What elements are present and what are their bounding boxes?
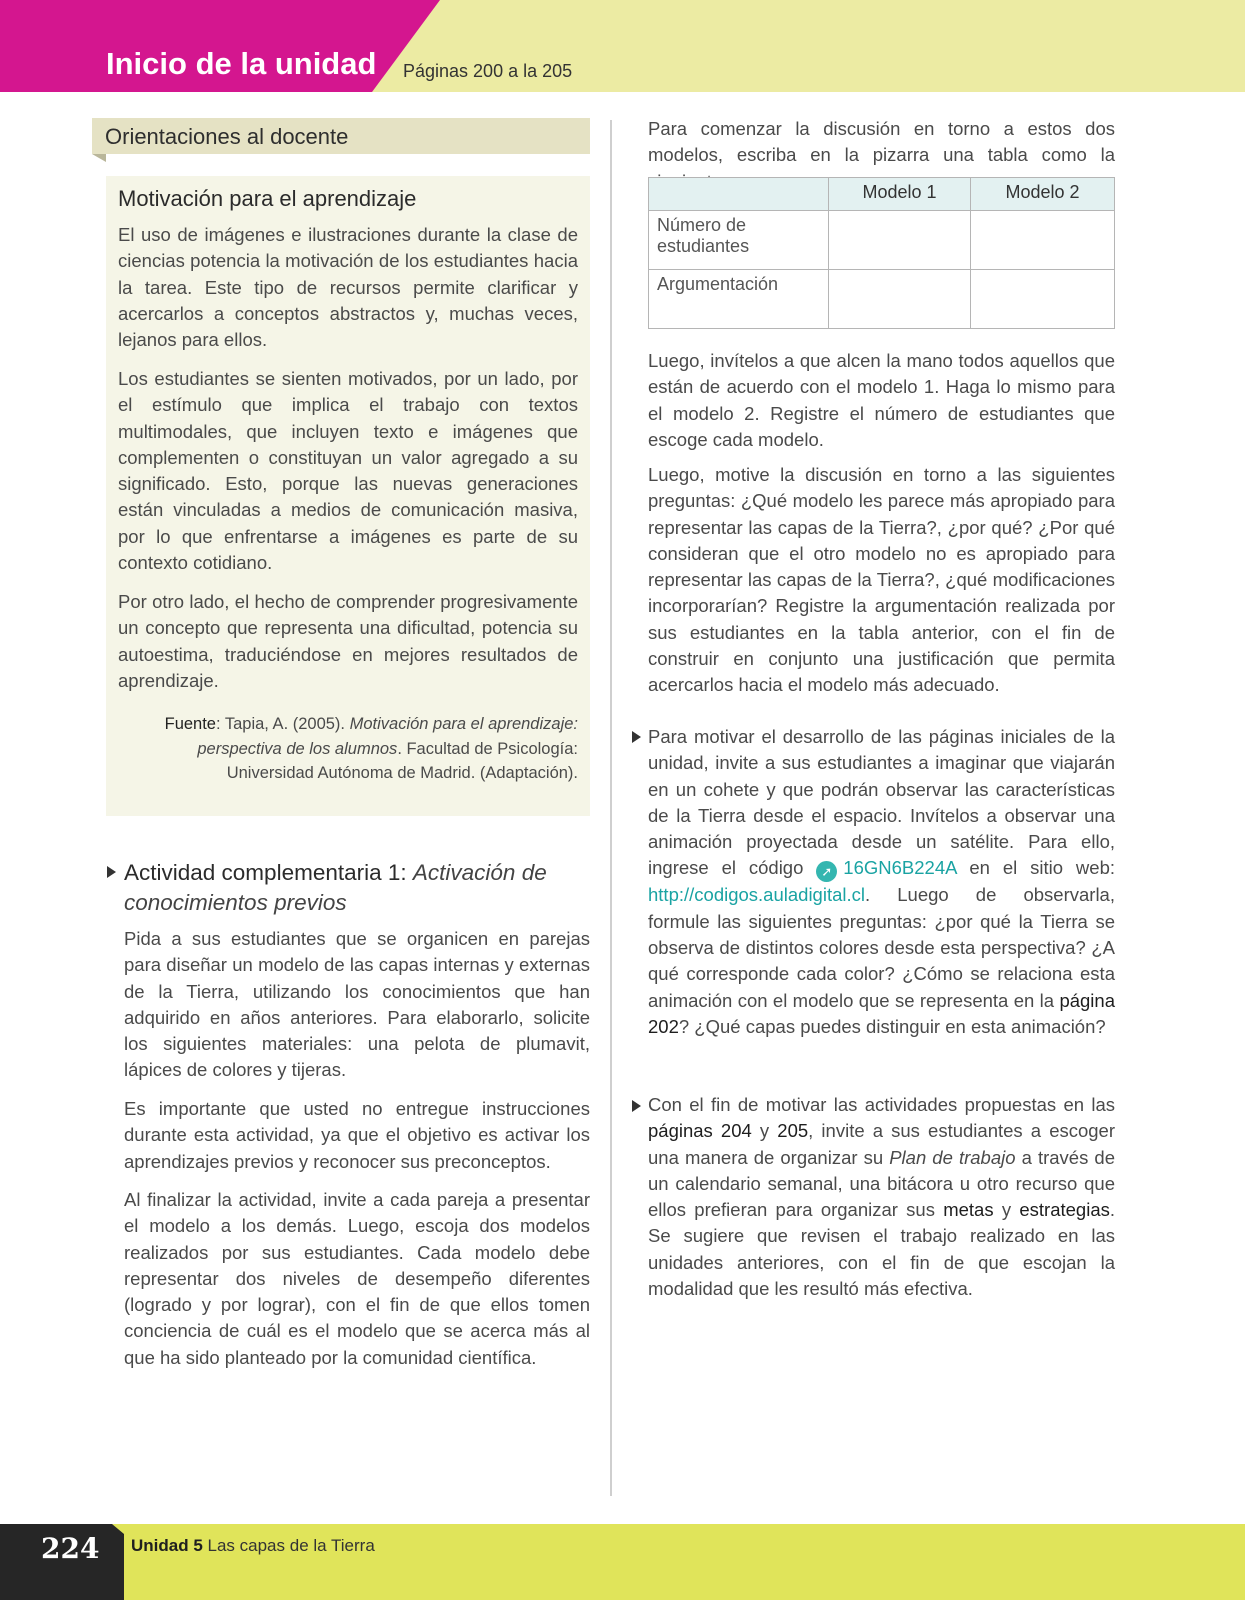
activity-title-subtitle: Activación de conocimientos previos xyxy=(124,860,547,915)
metas-term: metas xyxy=(943,1199,994,1221)
right-paragraph-2: Luego, motive la discusión en torno a las siguientes preguntas: ¿Qué modelo les parece más apropiado para representar las capas de la Tierra?, ¿por qué? ¿Por qué consideran que el otro modelo no es apropiado para representar las capas de la Tierra?, ¿qué modificaciones incorporarían? Registre la argumentación realizada por sus estudiantes en la tabla anterior, con el fin de construir en conjunto una justificación que permita acercarlos hacia el modelo más adecuado. xyxy=(648,464,1115,696)
unit-number: Unidad 5 xyxy=(131,1536,203,1555)
activity-title xyxy=(124,858,594,918)
rocket-icon: ➚ xyxy=(816,861,837,882)
plan-de-trabajo: Plan de trabajo xyxy=(889,1146,1016,1168)
bullet-paragraph-2 xyxy=(648,1092,1115,1302)
table-row-label-argumentacion: Argumentación xyxy=(649,270,829,329)
table-cell xyxy=(971,211,1115,270)
right-paragraph-1: Luego, invítelos a que alcen la mano todos aquellos que están de acuerdo con el modelo 1. Haga lo mismo para el modelo 2. Registre el número de estudiantes que escoge cada modelo. xyxy=(648,350,1115,450)
table-row xyxy=(649,211,1115,270)
activity-paragraph-3: Al finalizar la actividad, invite a cada pareja a presentar el modelo a los demás. Luego, escoja dos modelos realizados por sus estudiantes. Cada modelo debe representar dos niveles de desempeño diferentes (logrado y por lograr), con el fin de que ellos tomen conciencia de cuál es el modelo que se acerca más al que ha sido planteado por la comunidad científica. xyxy=(124,1189,590,1368)
table-cell xyxy=(829,270,971,329)
table-header-row xyxy=(649,178,1115,211)
estrategias-term: estrategias xyxy=(1019,1199,1110,1221)
bullet-1-text-b: en el sitio web: xyxy=(956,857,1116,879)
activity-paragraph-1: Pida a sus estudiantes que se organicen en parejas para diseñar un modelo de las capas internas y externas de la Tierra, utilizando los conocimientos que han adquirido en años anteriores. Para elaborarlo, solicite los siguientes materiales: una pelota de plumavit, lápices de colores y tijeras. xyxy=(124,928,590,1081)
table-cell xyxy=(829,211,971,270)
page-reference: página 202 xyxy=(648,989,1115,1037)
unit-name: Las capas de la Tierra xyxy=(202,1536,375,1555)
column-divider xyxy=(610,120,612,1496)
page-range: Páginas 200 a la 205 xyxy=(403,61,573,81)
bullet-paragraph-1 xyxy=(648,724,1115,1040)
pages-reference-1: páginas 204 xyxy=(648,1120,752,1142)
motivation-paragraph-2: Los estudiantes se sienten motivados, por un lado, por el estímulo que implica el trabajo con textos multimodales, que incluyen texto e imágenes que complementen o constituyan un valor agregado a su significado. Esto, porque las nuevas generaciones están vinculadas a medios de comunicación masiva, por lo que enfrentarse a imágenes es parte de su contexto cotidiano. xyxy=(118,368,578,574)
bullet-1-text-d: ? ¿Qué capas puedes distinguir en esta animación? xyxy=(678,1015,1106,1037)
table-row xyxy=(649,270,1115,329)
pages-reference-2: 205 xyxy=(777,1120,809,1142)
motivation-paragraph-1: El uso de imágenes e ilustraciones durante la clase de ciencias potencia la motivación de los estudiantes hacia la tarea. Este tipo de recursos permite clarificar y acercarlos a conceptos abstractos y, muchas veces, lejanos para ellos. xyxy=(118,224,578,351)
unit-label xyxy=(131,1536,375,1556)
section-header-fold xyxy=(92,154,106,162)
table-header-empty xyxy=(649,178,829,211)
bullet-2-text-d: . Se sugiere que revisen el trabajo realizado en las unidades anteriores, con el fin de que escojan la modalidad que les resultó más efectiva. xyxy=(648,1199,1115,1300)
bullet-2-conj: y xyxy=(751,1120,778,1142)
code-value: 16GN6B224A xyxy=(843,857,957,879)
source-text-1: : Tapia, A. (2005). xyxy=(215,715,350,733)
table-header-modelo-1: Modelo 1 xyxy=(829,178,971,211)
bullet-1-text-c: . Luego de observarla, formule las siguientes preguntas: ¿por qué la Tierra se observa de distintos colores desde esta perspectiva? ¿A qué corresponde cada color? ¿Cómo se relaciona esta animación con el modelo que se representa en la xyxy=(648,884,1115,1011)
bullet-2-text-a: Con el fin de motivar las actividades propuestas en las xyxy=(648,1094,1115,1115)
table-header-modelo-2: Modelo 2 xyxy=(971,178,1115,211)
bullet-triangle-icon xyxy=(632,1100,641,1112)
source-label: Fuente xyxy=(164,715,216,733)
table-row-label-numero: Número de estudiantes xyxy=(649,211,829,270)
activity-paragraph-2: Es importante que usted no entregue instrucciones durante esta actividad, ya que el objetivo es activar los aprendizajes previos y reconocer sus preconceptos. xyxy=(124,1098,590,1172)
page-title: Inicio de la unidad xyxy=(106,46,377,81)
table-cell xyxy=(971,270,1115,329)
right-intro: Para comenzar la discusión en torno a estos dos modelos, escriba en la pizarra una tabla como la xyxy=(648,118,1115,166)
bullet-triangle-icon xyxy=(632,731,641,743)
bullet-2-conj-2: y xyxy=(993,1199,1020,1221)
bullet-1-text-a: Para motivar el desarrollo de las páginas iniciales de la unidad, invite a sus estudiantes a imaginar que viajarán en un cohete y que podrán observar las características de la Tierra desde el espacio. Invítelos a observar una animación proyectada desde un satélite. Para ello, ingrese el código xyxy=(648,726,1115,879)
source-book-title: Motivación para el aprendizaje: perspectiva de los alumnos xyxy=(197,715,578,758)
page-number: 224 xyxy=(41,1532,100,1565)
bullet-2-text-b: , invite a sus estudiantes a escoger una manera de organizar su xyxy=(648,1120,1116,1168)
bullet-2-text-c: a través de un calendario semanal, una bitácora u otro recurso que ellos prefieran para organizar sus xyxy=(648,1146,1115,1221)
source-citation xyxy=(150,712,578,786)
motivation-paragraph-3: Por otro lado, el hecho de comprender progresivamente un concepto que representa una dificultad, potencia su autoestima, traduciéndose en mejores resultados de aprendizaje. xyxy=(118,591,578,691)
activity-title-label: Actividad complementaria 1: xyxy=(124,860,413,885)
motivation-title: Motivación para el aprendizaje xyxy=(118,186,417,211)
section-title: Orientaciones al docente xyxy=(105,124,349,149)
website-link[interactable]: http://codigos.auladigital.cl xyxy=(648,884,865,906)
model-table xyxy=(648,177,1115,329)
source-text-2: . Facultad de Psicología: Universidad Autónoma de Madrid. (Adaptación). xyxy=(226,739,578,782)
bullet-triangle-icon xyxy=(107,866,116,878)
